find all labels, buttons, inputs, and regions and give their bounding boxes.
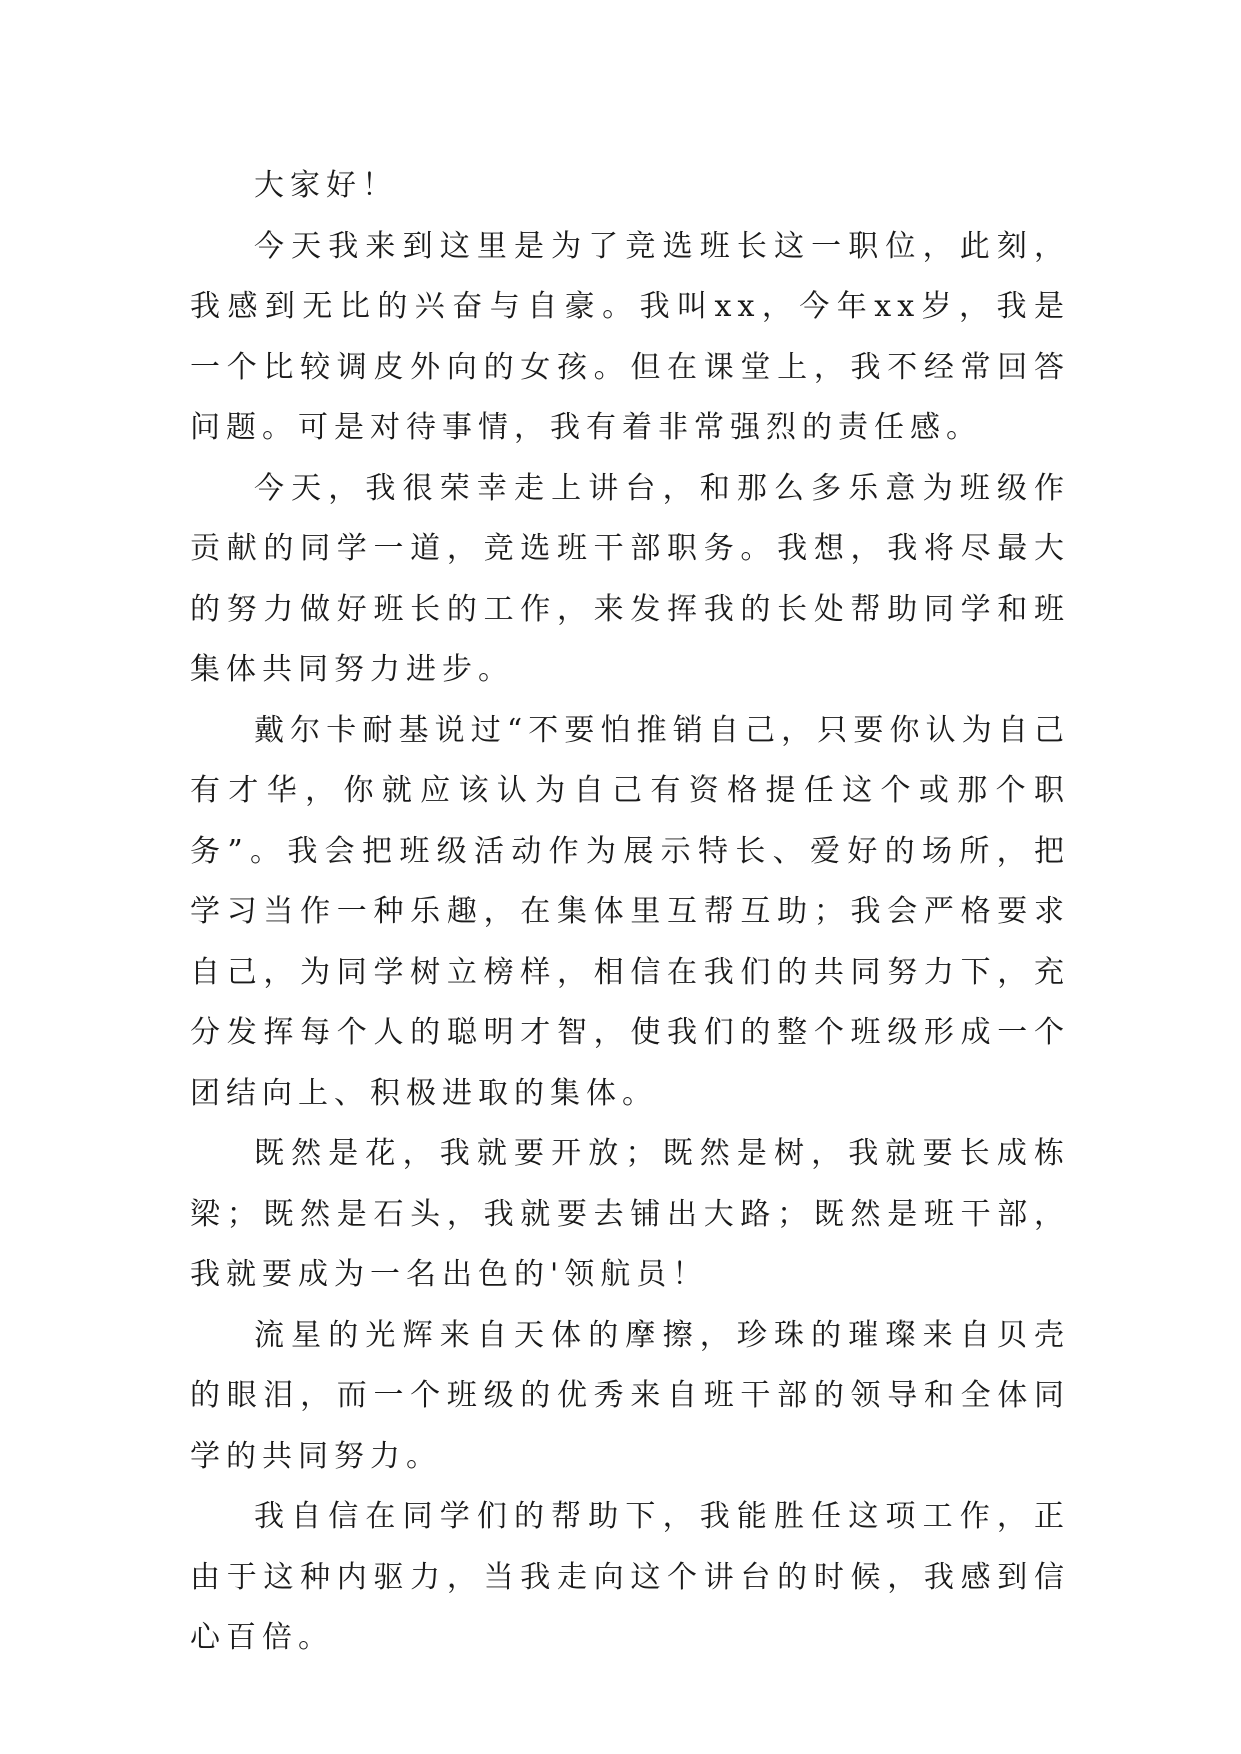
- paragraph-introduction: 今天我来到这里是为了竞选班长这一职位，此刻，我感到无比的兴奋与自豪。我叫xx，今年xx岁，我是一个比较调皮外向的女孩。但在课堂上，我不经常回答问题。可是对待事情，我有着非常强烈的责任感。: [190, 228, 1070, 445]
- paragraph-greeting: 大家好！: [254, 168, 398, 203]
- paragraph-quote: 戴尔卡耐基说过“不要怕推销自己，只要你认为自己有才华，你就应该认为自己有资格提任这个或那个职务”。我会把班级活动作为展示特长、爱好的场所，把学习当作一种乐趣，在集体里互帮互助；我会严格要求自己，为同学树立榜样，相信在我们的共同努力下，充分发挥每个人的聪明才智，使我们的整个班级形成一个团结向上、积极进取的集体。: [190, 712, 1070, 1111]
- paragraph-commitment: 今天，我很荣幸走上讲台，和那么多乐意为班级作贡献的同学一道，竞选班干部职务。我想，我将尽最大的努力做好班长的工作，来发挥我的长处帮助同学和班集体共同努力进步。: [190, 470, 1070, 687]
- paragraph-metaphor: 既然是花，我就要开放；既然是树，我就要长成栋梁；既然是石头，我就要去铺出大路；既然是班干部，我就要成为一名出色的'领航员！: [190, 1136, 1070, 1292]
- paragraph-meteor: 流星的光辉来自天体的摩擦，珍珠的璀璨来自贝壳的眼泪，而一个班级的优秀来自班干部的领导和全体同学的共同努力。: [190, 1317, 1070, 1474]
- paragraph-conclusion: 我自信在同学们的帮助下，我能胜任这项工作，正由于这种内驱力，当我走向这个讲台的时候，我感到信心百倍。: [190, 1499, 1070, 1655]
- speech-body: [190, 156, 1070, 1669]
